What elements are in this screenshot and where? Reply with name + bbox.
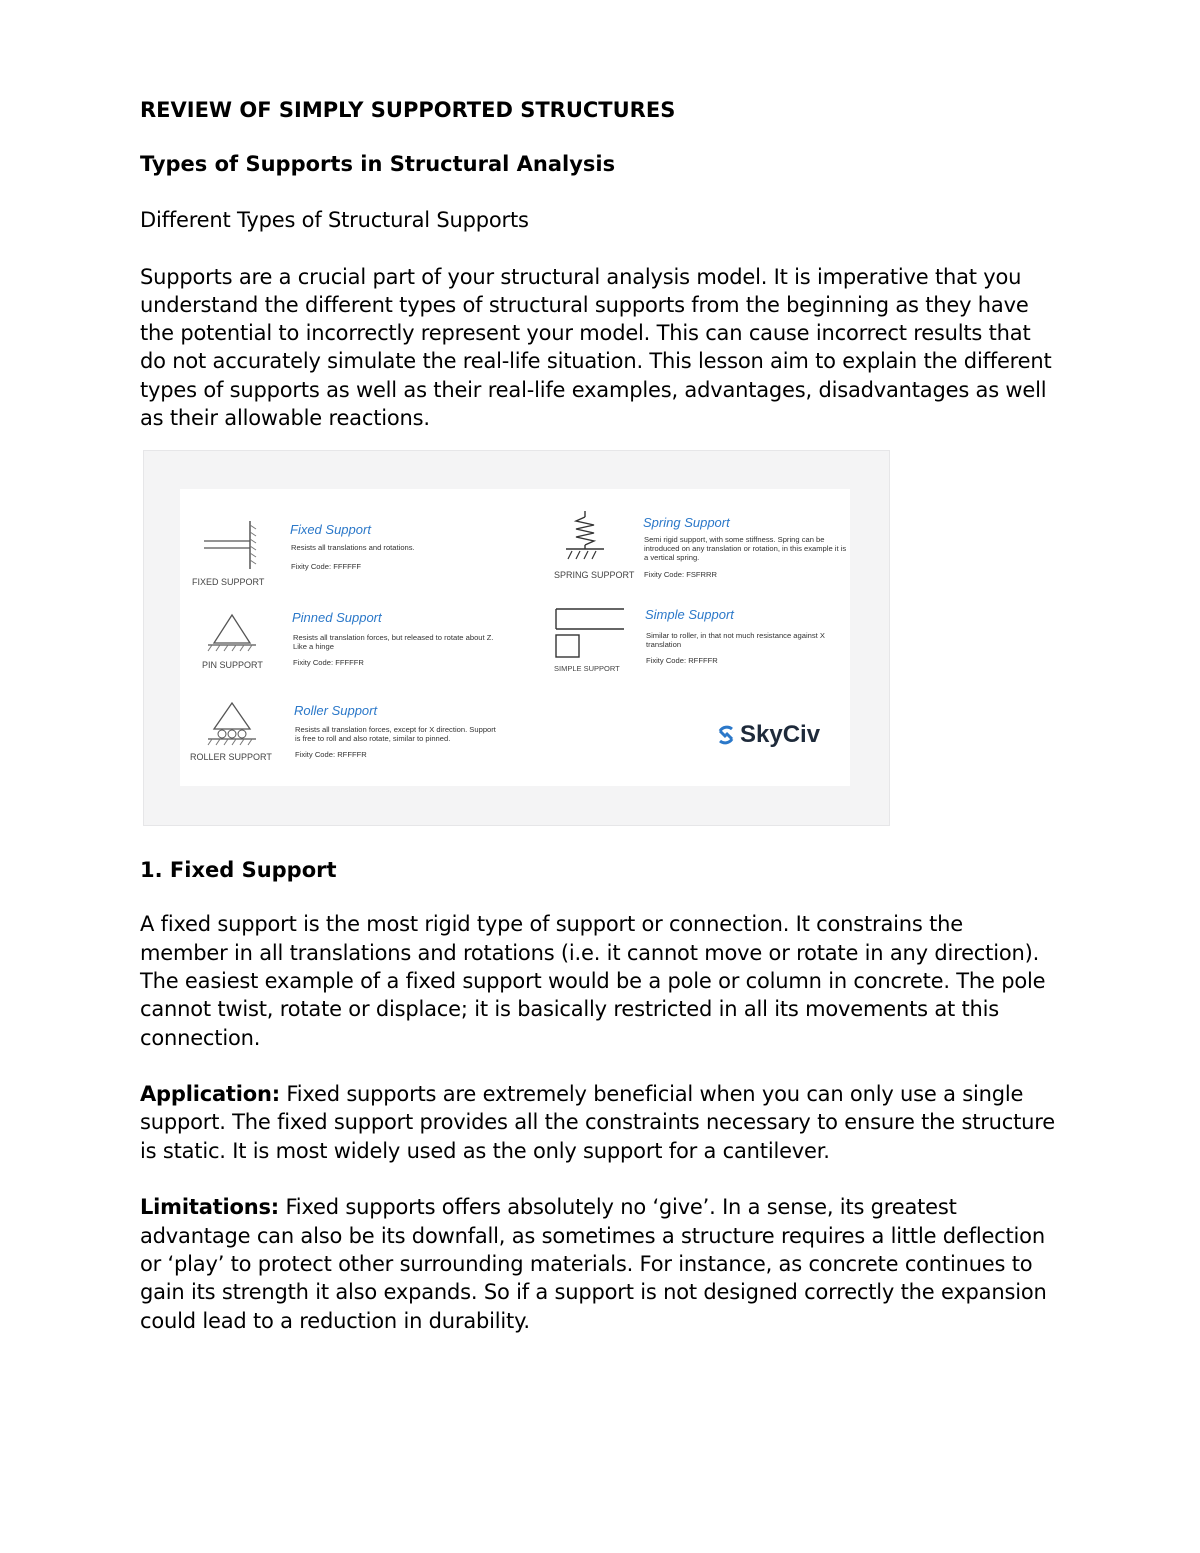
- text-line: [140, 1193, 1070, 1221]
- application-label: Application:: [140, 1082, 280, 1107]
- limitations-label: Limitations:: [140, 1195, 279, 1220]
- text-line: understand the different types of structural supports from the beginning as they have: [140, 292, 1029, 317]
- limitations-paragraph: [140, 1193, 1070, 1334]
- roller-support-code: Fixity Code: RFFFFR: [295, 750, 367, 760]
- text-line: advantage can also be its downfall, as sometimes a structure requires a little deflection: [140, 1223, 1045, 1248]
- text-line: [140, 1080, 1070, 1108]
- text-line: gain its strength it also expands. So if a support is not designed correctly the expansion: [140, 1280, 1047, 1305]
- roller-support-title: Roller Support: [294, 703, 378, 719]
- text-line: or ‘play’ to protect other surrounding materials. For instance, as concrete continues to: [140, 1251, 1033, 1276]
- simple-support-code: Fixity Code: RFFFFR: [646, 656, 718, 666]
- section-title: Types of Supports in Structural Analysis: [140, 152, 616, 176]
- spring-support-code: Fixity Code: FSFRRR: [644, 570, 717, 580]
- fixed-support-paragraph: [140, 910, 1070, 1051]
- roller-support-desc: Resists all translation forces, except for X direction. Support is free to roll and also rotate, similar to pinned.: [295, 725, 496, 744]
- spring-support-caption: SPRING SUPPORT: [554, 570, 635, 581]
- application-text: Fixed supports are extremely beneficial when you can only use a single: [279, 1082, 1024, 1107]
- spring-support-desc: Semi rigid support, with some stiffness. Spring can be introduced on any translation or rotation, in this example it is a vertical spring.: [644, 535, 847, 563]
- text-line: member in all translations and rotations (i.e. it cannot move or rotate in any direction).: [140, 940, 1040, 965]
- text-line: types of supports as well as their real-life examples, advantages, disadvantages as well: [140, 377, 1047, 402]
- skyciv-logo-text: SkyCiv: [740, 721, 821, 749]
- skyciv-logo: [714, 721, 820, 749]
- text-line: A fixed support is the most rigid type of support or connection. It constrains the: [140, 912, 963, 937]
- fixed-support-title: Fixed Support: [290, 522, 371, 538]
- simple-support-title: Simple Support: [645, 607, 734, 623]
- support-types-figure: [143, 450, 890, 826]
- limitations-text: Fixed supports offers absolutely no ‘give’. In a sense, its greatest: [278, 1195, 957, 1220]
- text-line: is static. It is most widely used as the only support for a cantilever.: [140, 1138, 830, 1163]
- pinned-support-code: Fixity Code: FFFFFR: [293, 658, 364, 668]
- spring-support-title: Spring Support: [643, 515, 730, 531]
- pin-support-symbol: [202, 611, 262, 659]
- pin-support-caption: PIN SUPPORT: [202, 660, 263, 671]
- pinned-support-desc: Resists all translation forces, but released to rotate about Z. Like a hinge: [293, 633, 494, 652]
- roller-support-symbol: [202, 699, 262, 753]
- document-title: REVIEW OF SIMPLY SUPPORTED STRUCTURES: [140, 98, 676, 122]
- text-line: cannot twist, rotate or displace; it is basically restricted in all its movements at this: [140, 997, 1000, 1022]
- text-line: The easiest example of a fixed support would be a pole or column in concrete. The pole: [140, 968, 1046, 993]
- document-page: [140, 98, 1070, 1335]
- fixed-support-code: Fixity Code: FFFFFF: [291, 562, 362, 572]
- fixed-support-desc: Resists all translations and rotations.: [291, 543, 415, 553]
- simple-support-desc: Similar to roller, in that not much resistance against X translation: [646, 631, 825, 650]
- fixed-support-symbol: [198, 517, 268, 577]
- simple-support-symbol: [552, 605, 628, 663]
- spring-support-symbol: [560, 509, 610, 565]
- subtitle: Different Types of Structural Supports: [140, 208, 529, 232]
- application-paragraph: [140, 1080, 1070, 1165]
- text-line: connection.: [140, 1025, 261, 1050]
- text-line: the potential to incorrectly represent your model. This can cause incorrect results that: [140, 321, 1031, 346]
- roller-support-caption: ROLLER SUPPORT: [190, 752, 272, 763]
- fixed-support-caption: FIXED SUPPORT: [192, 577, 265, 588]
- text-line: do not accurately simulate the real-life situation. This lesson aim to explain the different: [140, 349, 1052, 374]
- figure-panel: [180, 489, 850, 786]
- pinned-support-title: Pinned Support: [292, 610, 382, 626]
- skyciv-logo-icon: [714, 723, 738, 747]
- simple-support-caption: SIMPLE SUPPORT: [554, 664, 620, 674]
- fixed-support-heading: 1. Fixed Support: [140, 858, 337, 883]
- text-line: Supports are a crucial part of your structural analysis model. It is imperative that you: [140, 264, 1022, 289]
- text-line: could lead to a reduction in durability.: [140, 1308, 530, 1333]
- text-line: support. The fixed support provides all the constraints necessary to ensure the structure: [140, 1110, 1055, 1135]
- intro-paragraph: [140, 263, 1070, 433]
- text-line: as their allowable reactions.: [140, 406, 430, 431]
